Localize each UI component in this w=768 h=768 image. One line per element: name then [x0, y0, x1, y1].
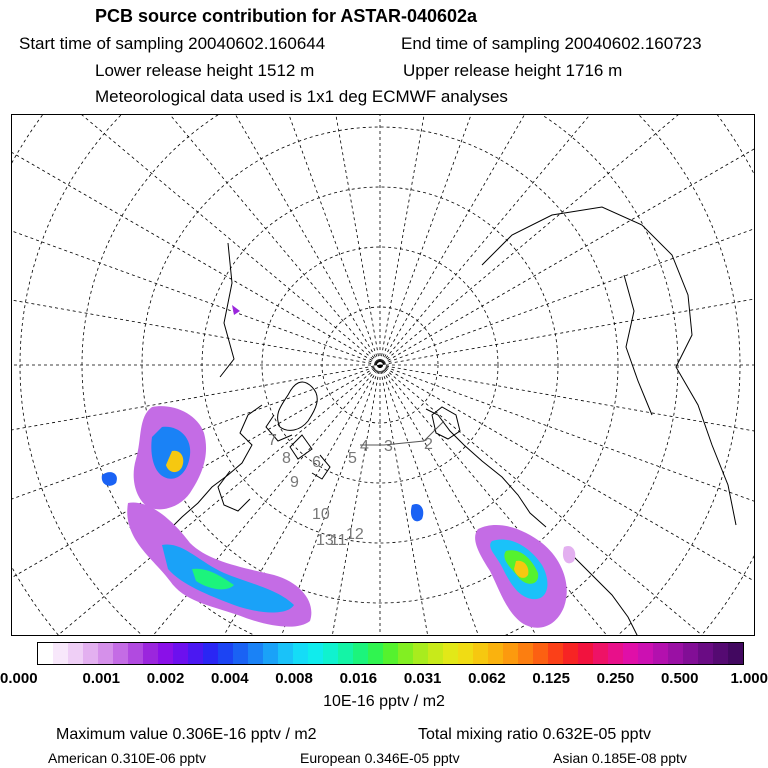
colorbar-tick-label: 0.001	[82, 670, 121, 687]
colorbar-tick-label: 0.125	[532, 670, 570, 687]
colorbar-cell	[203, 643, 218, 664]
colorbar-cell	[278, 643, 293, 664]
colorbar-cell	[248, 643, 263, 664]
american-contribution: American 0.310E-06 pptv	[48, 750, 206, 766]
plume-fields	[102, 305, 576, 628]
polar-map	[11, 114, 755, 636]
colorbar-cell	[623, 643, 638, 664]
colorbar-tick-label: 0.500	[660, 670, 699, 687]
colorbar-cell	[143, 643, 158, 664]
meridians	[12, 115, 755, 636]
colorbar-cell	[83, 643, 98, 664]
colorbar-cell	[323, 643, 338, 664]
upper-height-label: Upper release height 1716 m	[403, 61, 623, 80]
asian-contribution: Asian 0.185E-08 pptv	[553, 750, 687, 766]
colorbar-tick-label: 0.000	[0, 670, 38, 687]
coastline-europe	[426, 409, 546, 527]
max-value-label: Maximum value 0.306E-16 pptv / m2	[56, 726, 317, 743]
plume-small-b	[232, 305, 240, 315]
meridian-line	[12, 115, 755, 636]
colorbar-cell	[698, 643, 713, 664]
colorbar-tick-label: 0.031	[403, 670, 442, 687]
colorbar-cell	[503, 643, 518, 664]
colorbar-cell	[263, 643, 278, 664]
colorbar-cell	[293, 643, 308, 664]
colorbar-cell	[188, 643, 203, 664]
map-label: 8	[282, 450, 291, 467]
colorbar-cell	[548, 643, 563, 664]
colorbar-cell	[368, 643, 383, 664]
colorbar-tick-label: 0.008	[275, 670, 313, 687]
colorbar-cell	[473, 643, 488, 664]
graticule	[12, 115, 755, 636]
map-labels	[268, 432, 433, 549]
latitude-circle	[12, 115, 755, 636]
colorbar-cell	[128, 643, 143, 664]
colorbar-units: 10E-16 pptv / m2	[323, 693, 445, 710]
meridian-line	[12, 115, 755, 636]
meridian-line	[12, 115, 755, 636]
start-time-label: Start time of sampling 20040602.160644	[19, 34, 326, 53]
colorbar-cell	[218, 643, 233, 664]
colorbar-tick-label: 0.062	[468, 670, 506, 687]
colorbar-cell	[443, 643, 458, 664]
colorbar-cell	[458, 643, 473, 664]
map-label: 2	[424, 436, 433, 453]
colorbar-tick-label: 0.004	[211, 670, 249, 687]
coastline-alaska	[220, 243, 234, 377]
colorbar-cell	[158, 643, 173, 664]
meridian-line	[12, 115, 755, 636]
meridian-line	[12, 115, 755, 636]
colorbar-cell	[488, 643, 503, 664]
coastline-greenland	[278, 382, 318, 430]
polar-projection-svg	[12, 115, 755, 636]
colorbar-cell	[563, 643, 578, 664]
colorbar-cell	[38, 643, 53, 664]
colorbar-cell	[728, 643, 743, 664]
map-label: 4	[360, 438, 369, 455]
colorbar-cell	[68, 643, 83, 664]
colorbar-cell	[713, 643, 728, 664]
colorbar-cell	[398, 643, 413, 664]
plume-small-d	[563, 546, 575, 563]
map-label: 11	[330, 532, 347, 549]
meridian-line	[12, 115, 755, 636]
map-label: 7	[268, 432, 277, 449]
plot-title: PCB source contribution for ASTAR-040602a	[95, 6, 478, 26]
colorbar-cell	[578, 643, 593, 664]
colorbar-cell	[98, 643, 113, 664]
map-label: 9	[290, 474, 299, 491]
lower-height-label: Lower release height 1512 m	[95, 61, 315, 80]
colorbar-cell	[383, 643, 398, 664]
coastline-africa	[572, 555, 638, 636]
colorbar-tick-label: 1.000	[730, 670, 768, 687]
map-label: 3	[384, 438, 393, 455]
met-data-label: Meteorological data used is 1x1 deg ECMWF analyses	[95, 87, 508, 106]
colorbar-cell	[173, 643, 188, 664]
plume-small-a	[411, 504, 423, 521]
map-label: 6	[312, 454, 321, 471]
coastline-scandinavia	[432, 407, 460, 439]
colorbar-cell	[668, 643, 683, 664]
colorbar-cell	[518, 643, 533, 664]
colorbar-tick-label: 0.250	[596, 670, 635, 687]
colorbar-cell	[653, 643, 668, 664]
colorbar-cell	[638, 643, 653, 664]
total-mixing-label: Total mixing ratio 0.632E-05 pptv	[418, 726, 652, 743]
colorbar-cell	[113, 643, 128, 664]
colorbar-tick-label: 0.002	[146, 670, 185, 687]
coastline-hudson	[218, 471, 250, 511]
colorbar-cell	[338, 643, 353, 664]
map-label: 13	[316, 532, 334, 549]
colorbar-cell	[533, 643, 548, 664]
meridian-line	[12, 115, 755, 636]
colorbar-cell	[308, 643, 323, 664]
colorbar-cell	[683, 643, 698, 664]
plume-small-c	[102, 472, 117, 486]
colorbar-cell	[53, 643, 68, 664]
colorbar-cell	[608, 643, 623, 664]
coastline-east-siberia	[624, 275, 652, 415]
colorbar-ticks	[0, 670, 768, 690]
colorbar-tick-label: 0.016	[339, 670, 378, 687]
map-label: 12	[346, 526, 364, 543]
colorbar-cell	[233, 643, 248, 664]
coastline-asia	[482, 207, 736, 525]
meridian-line	[12, 115, 755, 636]
map-label: 10	[312, 506, 330, 523]
colorbar-cell	[428, 643, 443, 664]
map-label: 5	[348, 450, 357, 467]
meridian-line	[12, 115, 755, 636]
meridian-line	[12, 115, 755, 636]
colorbar-cell	[593, 643, 608, 664]
end-time-label: End time of sampling 20040602.160723	[401, 34, 702, 53]
colorbar-cell	[353, 643, 368, 664]
colorbar-cell	[413, 643, 428, 664]
european-contribution: European 0.346E-05 pptv	[300, 750, 460, 766]
colorbar	[37, 642, 744, 665]
